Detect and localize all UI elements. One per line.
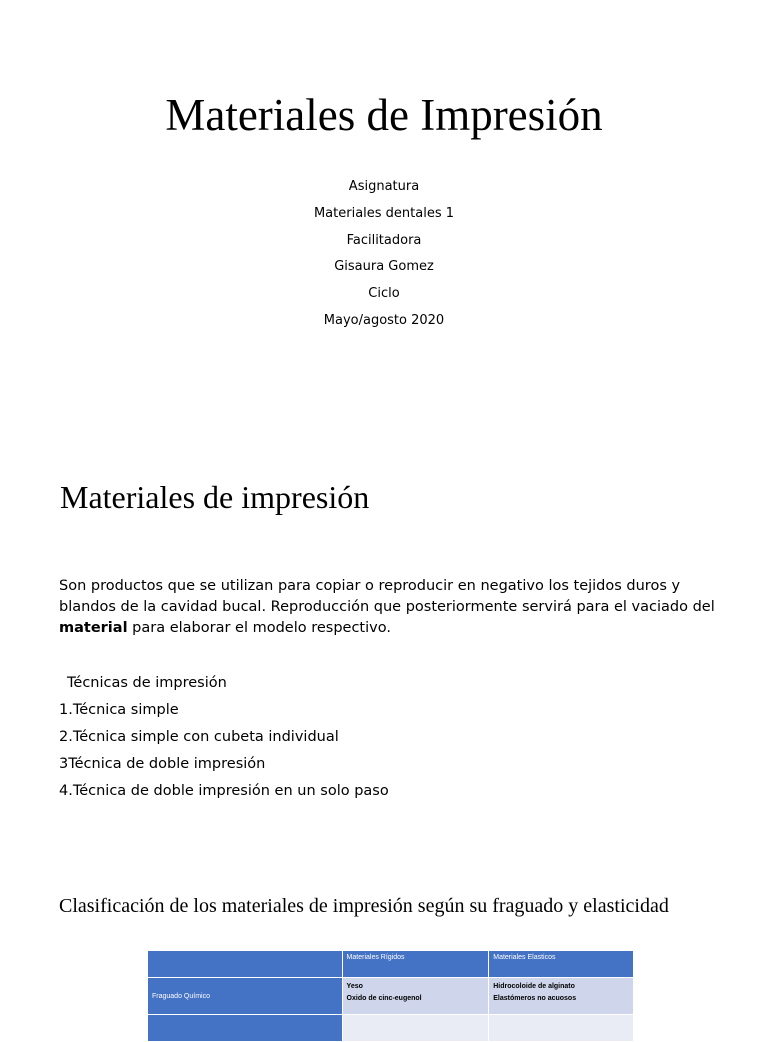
- subject-label: Asignatura: [348, 179, 420, 194]
- title-slide: [0, 0, 768, 420]
- table-row: [148, 978, 634, 1015]
- definition-paragraph: [59, 576, 719, 639]
- table-row: [148, 1015, 634, 1042]
- list-item: 4.Técnica de doble impresión en un solo paso: [59, 783, 389, 799]
- row-label: Fraguado Químico: [148, 978, 343, 1015]
- table-header-cell: Materiales Elasticos: [489, 951, 634, 978]
- table-cell: [489, 978, 634, 1015]
- paragraph-text-end: para elaborar el modelo respectivo.: [127, 620, 391, 636]
- table-cell: [342, 1015, 489, 1042]
- paragraph-bold-word: material: [59, 620, 128, 636]
- section-title: Materiales de impresión: [60, 479, 370, 515]
- presentation-title: Materiales de Impresión: [165, 90, 603, 140]
- cycle-label: Ciclo: [368, 286, 400, 302]
- list-item: 3Técnica de doble impresión: [59, 756, 266, 772]
- techniques-list: [59, 670, 719, 805]
- list-item: 1.Técnica simple: [59, 702, 179, 718]
- course-info: [0, 174, 768, 335]
- techniques-heading: Técnicas de impresión: [67, 675, 227, 691]
- facilitator-label: Facilitadora: [346, 232, 422, 248]
- table-cell: [489, 1015, 634, 1042]
- table-header-cell: Materiales Rígidos: [342, 951, 489, 978]
- classification-title: Clasificación de los materiales de impresión según su fraguado y elasticidad: [59, 895, 669, 917]
- cell-line: Elastómeros no acuosos: [493, 995, 577, 1002]
- row-label: [148, 1015, 343, 1042]
- classification-table: [147, 950, 634, 1042]
- table-cell: [342, 978, 489, 1015]
- list-item: 2.Técnica simple con cubeta individual: [59, 729, 339, 745]
- cycle-period: Mayo/agosto 2020: [323, 312, 445, 328]
- cell-line: Yeso: [346, 983, 363, 990]
- facilitator-name: Gisaura Gomez: [334, 259, 434, 275]
- table-header-row: [148, 951, 634, 978]
- paragraph-text-start: Son productos que se utilizan para copiar o reproducir en negativo los tejidos duros y blandos de la cavidad bucal. Reproducción que posteriormente servirá para el vaciado del: [59, 578, 715, 615]
- subject-name: Materiales dentales 1: [313, 205, 455, 221]
- cell-line: Hidrocoloide de alginato: [493, 983, 575, 990]
- table-header-cell: [148, 951, 343, 978]
- cell-line: Oxido de cinc-eugenol: [346, 995, 422, 1002]
